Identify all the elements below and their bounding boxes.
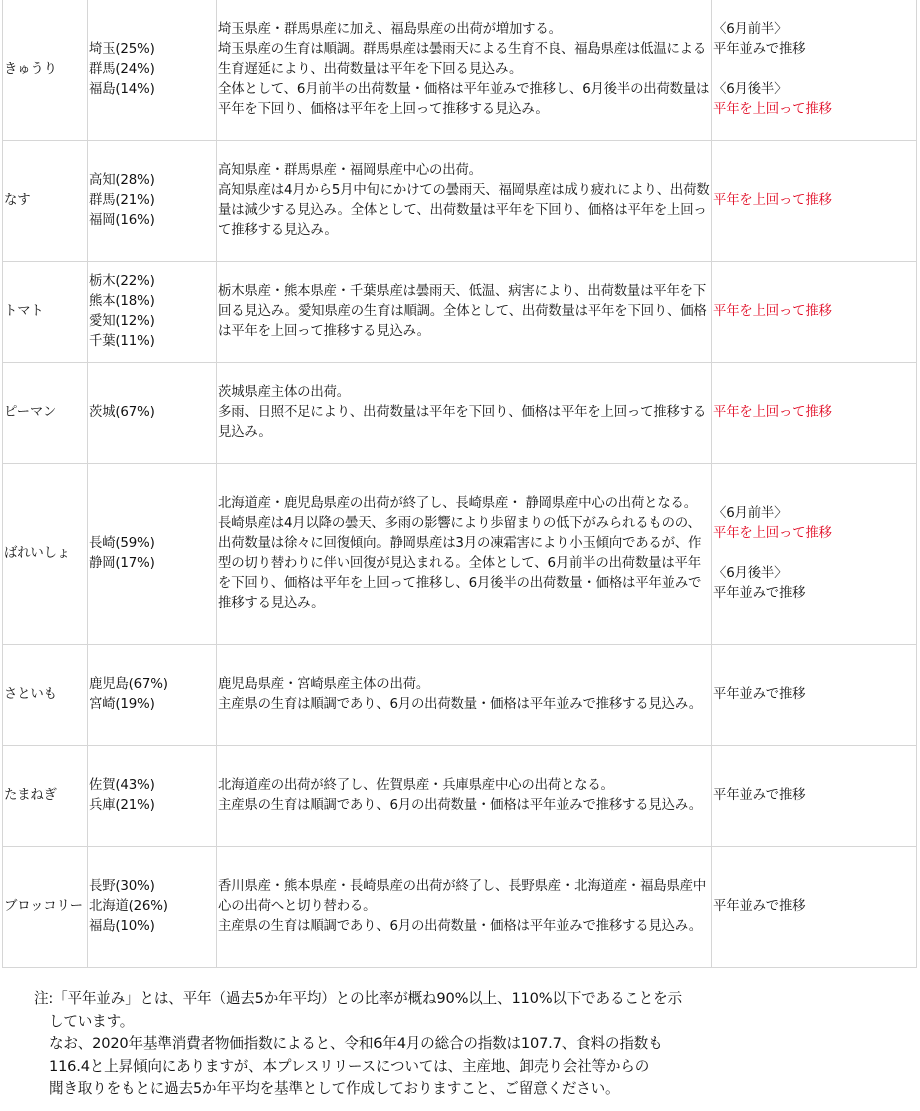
price-outlook — [712, 141, 917, 262]
description-paragraph: 香川県産・熊本県産・長崎県産の出荷が終了し、長野県産・北海道産・福島県産中心の出荷へと切り替わる。 — [218, 879, 707, 914]
table-row — [3, 0, 917, 141]
vegetable-outlook-table — [2, 0, 917, 968]
note-line-3: なお、2020年基準消費者物価指数によると、令和6年4月の総合の指数は107.7、食料の指数も — [49, 1035, 663, 1052]
producing-areas — [88, 645, 217, 746]
price-label: 平年並みで推移 — [713, 687, 806, 702]
vegetable-name: ばれいしょ — [3, 464, 88, 645]
price-label: 平年を上回って推移 — [713, 304, 832, 319]
producing-areas — [88, 464, 217, 645]
note-line-4: 116.4と上昇傾向にありますが、本プレスリリースについては、主産地、卸売り会社等からの — [49, 1057, 650, 1075]
note-line-5: 聞き取りをもとに過去5か年平均を基準として作成しておりますこと、ご留意ください。 — [49, 1080, 620, 1097]
area-share: 福島(14%) — [89, 82, 155, 97]
area-share: 埼玉(25%) — [89, 42, 155, 57]
area-share: 宮崎(19%) — [89, 697, 155, 712]
price-outlook — [712, 847, 917, 968]
area-share: 高知(28%) — [89, 173, 155, 188]
description-paragraph: 鹿児島県産・宮崎県産主体の出荷。 — [218, 677, 430, 692]
price-label: 平年を上回って推移 — [713, 405, 832, 420]
note-line-1: 注:「平年並み」とは、平年（過去5か年平均）との比率が概ね90%以上、110%以下であることを示 — [34, 990, 682, 1007]
description-paragraph: 北海道産の出荷が終了し、佐賀県産・兵庫県産中心の出荷となる。 — [218, 778, 614, 793]
area-share: 栃木(22%) — [89, 274, 155, 289]
area-share: 福岡(16%) — [89, 213, 155, 228]
vegetable-name: きゅうり — [3, 0, 88, 141]
area-share: 長野(30%) — [89, 879, 155, 894]
area-share: 佐賀(43%) — [89, 778, 155, 793]
table-row — [3, 746, 917, 847]
producing-areas — [88, 847, 217, 968]
price-label: 平年を上回って推移 — [713, 102, 832, 117]
vegetable-name: なす — [3, 141, 88, 262]
table-row — [3, 847, 917, 968]
description-paragraph: 主産県の生育は順調であり、6月の出荷数量・価格は平年並みで推移する見込み。 — [218, 697, 702, 712]
table-body — [3, 0, 917, 968]
outlook-description — [217, 746, 712, 847]
description-paragraph: 多雨、日照不足により、出荷数量は平年を下回り、価格は平年を上回って推移する見込み。 — [218, 405, 707, 440]
area-share: 千葉(11%) — [89, 334, 155, 349]
price-outlook — [712, 645, 917, 746]
description-paragraph: 埼玉県産の生育は順調。群馬県産は曇雨天による生育不良、福島県産は低温による生育遅延により、出荷数量は平年を下回る見込み。 — [218, 42, 707, 77]
area-share: 愛知(12%) — [89, 314, 155, 329]
area-share: 北海道(26%) — [89, 899, 168, 914]
description-paragraph: 全体として、6月前半の出荷数量・価格は平年並みで推移し、6月後半の出荷数量は平年を下回り、価格は平年を上回って推移する見込み。 — [218, 82, 710, 117]
table-row — [3, 363, 917, 464]
area-share: 熊本(18%) — [89, 294, 155, 309]
producing-areas — [88, 746, 217, 847]
price-label: 平年を上回って推移 — [713, 526, 832, 541]
outlook-description — [217, 0, 712, 141]
price-outlook — [712, 363, 917, 464]
area-share: 福島(10%) — [89, 919, 155, 934]
price-spacer — [713, 544, 916, 564]
price-label: 平年並みで推移 — [713, 42, 806, 57]
description-paragraph: 主産県の生育は順調であり、6月の出荷数量・価格は平年並みで推移する見込み。 — [218, 919, 702, 934]
area-share: 群馬(21%) — [89, 193, 155, 208]
price-label: 平年並みで推移 — [713, 788, 806, 803]
price-outlook — [712, 746, 917, 847]
producing-areas — [88, 0, 217, 141]
vegetable-name: さといも — [3, 645, 88, 746]
vegetable-name: ピーマン — [3, 363, 88, 464]
outlook-description — [217, 262, 712, 363]
price-label: 〈6月前半〉 — [713, 22, 788, 37]
vegetable-name: トマト — [3, 262, 88, 363]
area-share: 長崎(59%) — [89, 536, 155, 551]
area-share: 鹿児島(67%) — [89, 677, 168, 692]
description-paragraph: 長崎県産は4月以降の曇天、多雨の影響により歩留まりの低下がみられるものの、出荷数量は徐々に回復傾向。静岡県産は3月の凍霜害により小玉傾向であるが、作型の切り替わりに伴い回復が見込まれる。全体として、6月前半の出荷数量は平年を下回り、価格は平年を上回って推移し、6月後半の出荷数量・価格は平年並みで推移する見込み。 — [218, 516, 702, 611]
price-label: 平年並みで推移 — [713, 899, 806, 914]
description-paragraph: 高知県産・群馬県産・福岡県産中心の出荷。 — [218, 163, 482, 178]
description-paragraph: 埼玉県産・群馬県産に加え、福島県産の出荷が増加する。 — [218, 22, 562, 37]
area-share: 兵庫(21%) — [89, 798, 155, 813]
price-outlook — [712, 0, 917, 141]
table-row — [3, 141, 917, 262]
note-line-2: しています。 — [49, 1012, 135, 1030]
table-row — [3, 464, 917, 645]
price-label: 平年を上回って推移 — [713, 193, 832, 208]
description-paragraph: 主産県の生育は順調であり、6月の出荷数量・価格は平年並みで推移する見込み。 — [218, 798, 702, 813]
description-paragraph: 北海道産・鹿児島県産の出荷が終了し、長崎県産・ 静岡県産中心の出荷となる。 — [218, 496, 697, 511]
price-outlook — [712, 464, 917, 645]
outlook-description — [217, 141, 712, 262]
price-label: 〈6月後半〉 — [713, 566, 788, 581]
description-paragraph: 高知県産は4月から5月中旬にかけての曇雨天、福岡県産は成り疲れにより、出荷数量は減少する見込み。全体として、出荷数量は平年を下回り、価格は平年を上回って推移する見込み。 — [218, 183, 710, 238]
table-row — [3, 645, 917, 746]
producing-areas — [88, 141, 217, 262]
outlook-description — [217, 464, 712, 645]
producing-areas — [88, 262, 217, 363]
vegetable-name: ブロッコリー — [3, 847, 88, 968]
table-row — [3, 262, 917, 363]
price-spacer — [713, 60, 916, 80]
area-share: 静岡(17%) — [89, 556, 155, 571]
producing-areas — [88, 363, 217, 464]
price-label: 〈6月後半〉 — [713, 82, 788, 97]
description-paragraph: 栃木県産・熊本県産・千葉県産は曇雨天、低温、病害により、出荷数量は平年を下回る見込み。愛知県産の生育は順調。全体として、出荷数量は平年を下回り、価格は平年を上回って推移する見込み。 — [218, 284, 707, 339]
price-label: 平年並みで推移 — [713, 586, 806, 601]
outlook-description — [217, 363, 712, 464]
notes — [34, 988, 774, 1101]
outlook-description — [217, 847, 712, 968]
area-share: 群馬(24%) — [89, 62, 155, 77]
area-share: 茨城(67%) — [89, 405, 155, 420]
price-outlook — [712, 262, 917, 363]
vegetable-name: たまねぎ — [3, 746, 88, 847]
price-label: 〈6月前半〉 — [713, 506, 788, 521]
description-paragraph: 茨城県産主体の出荷。 — [218, 385, 350, 400]
outlook-description — [217, 645, 712, 746]
